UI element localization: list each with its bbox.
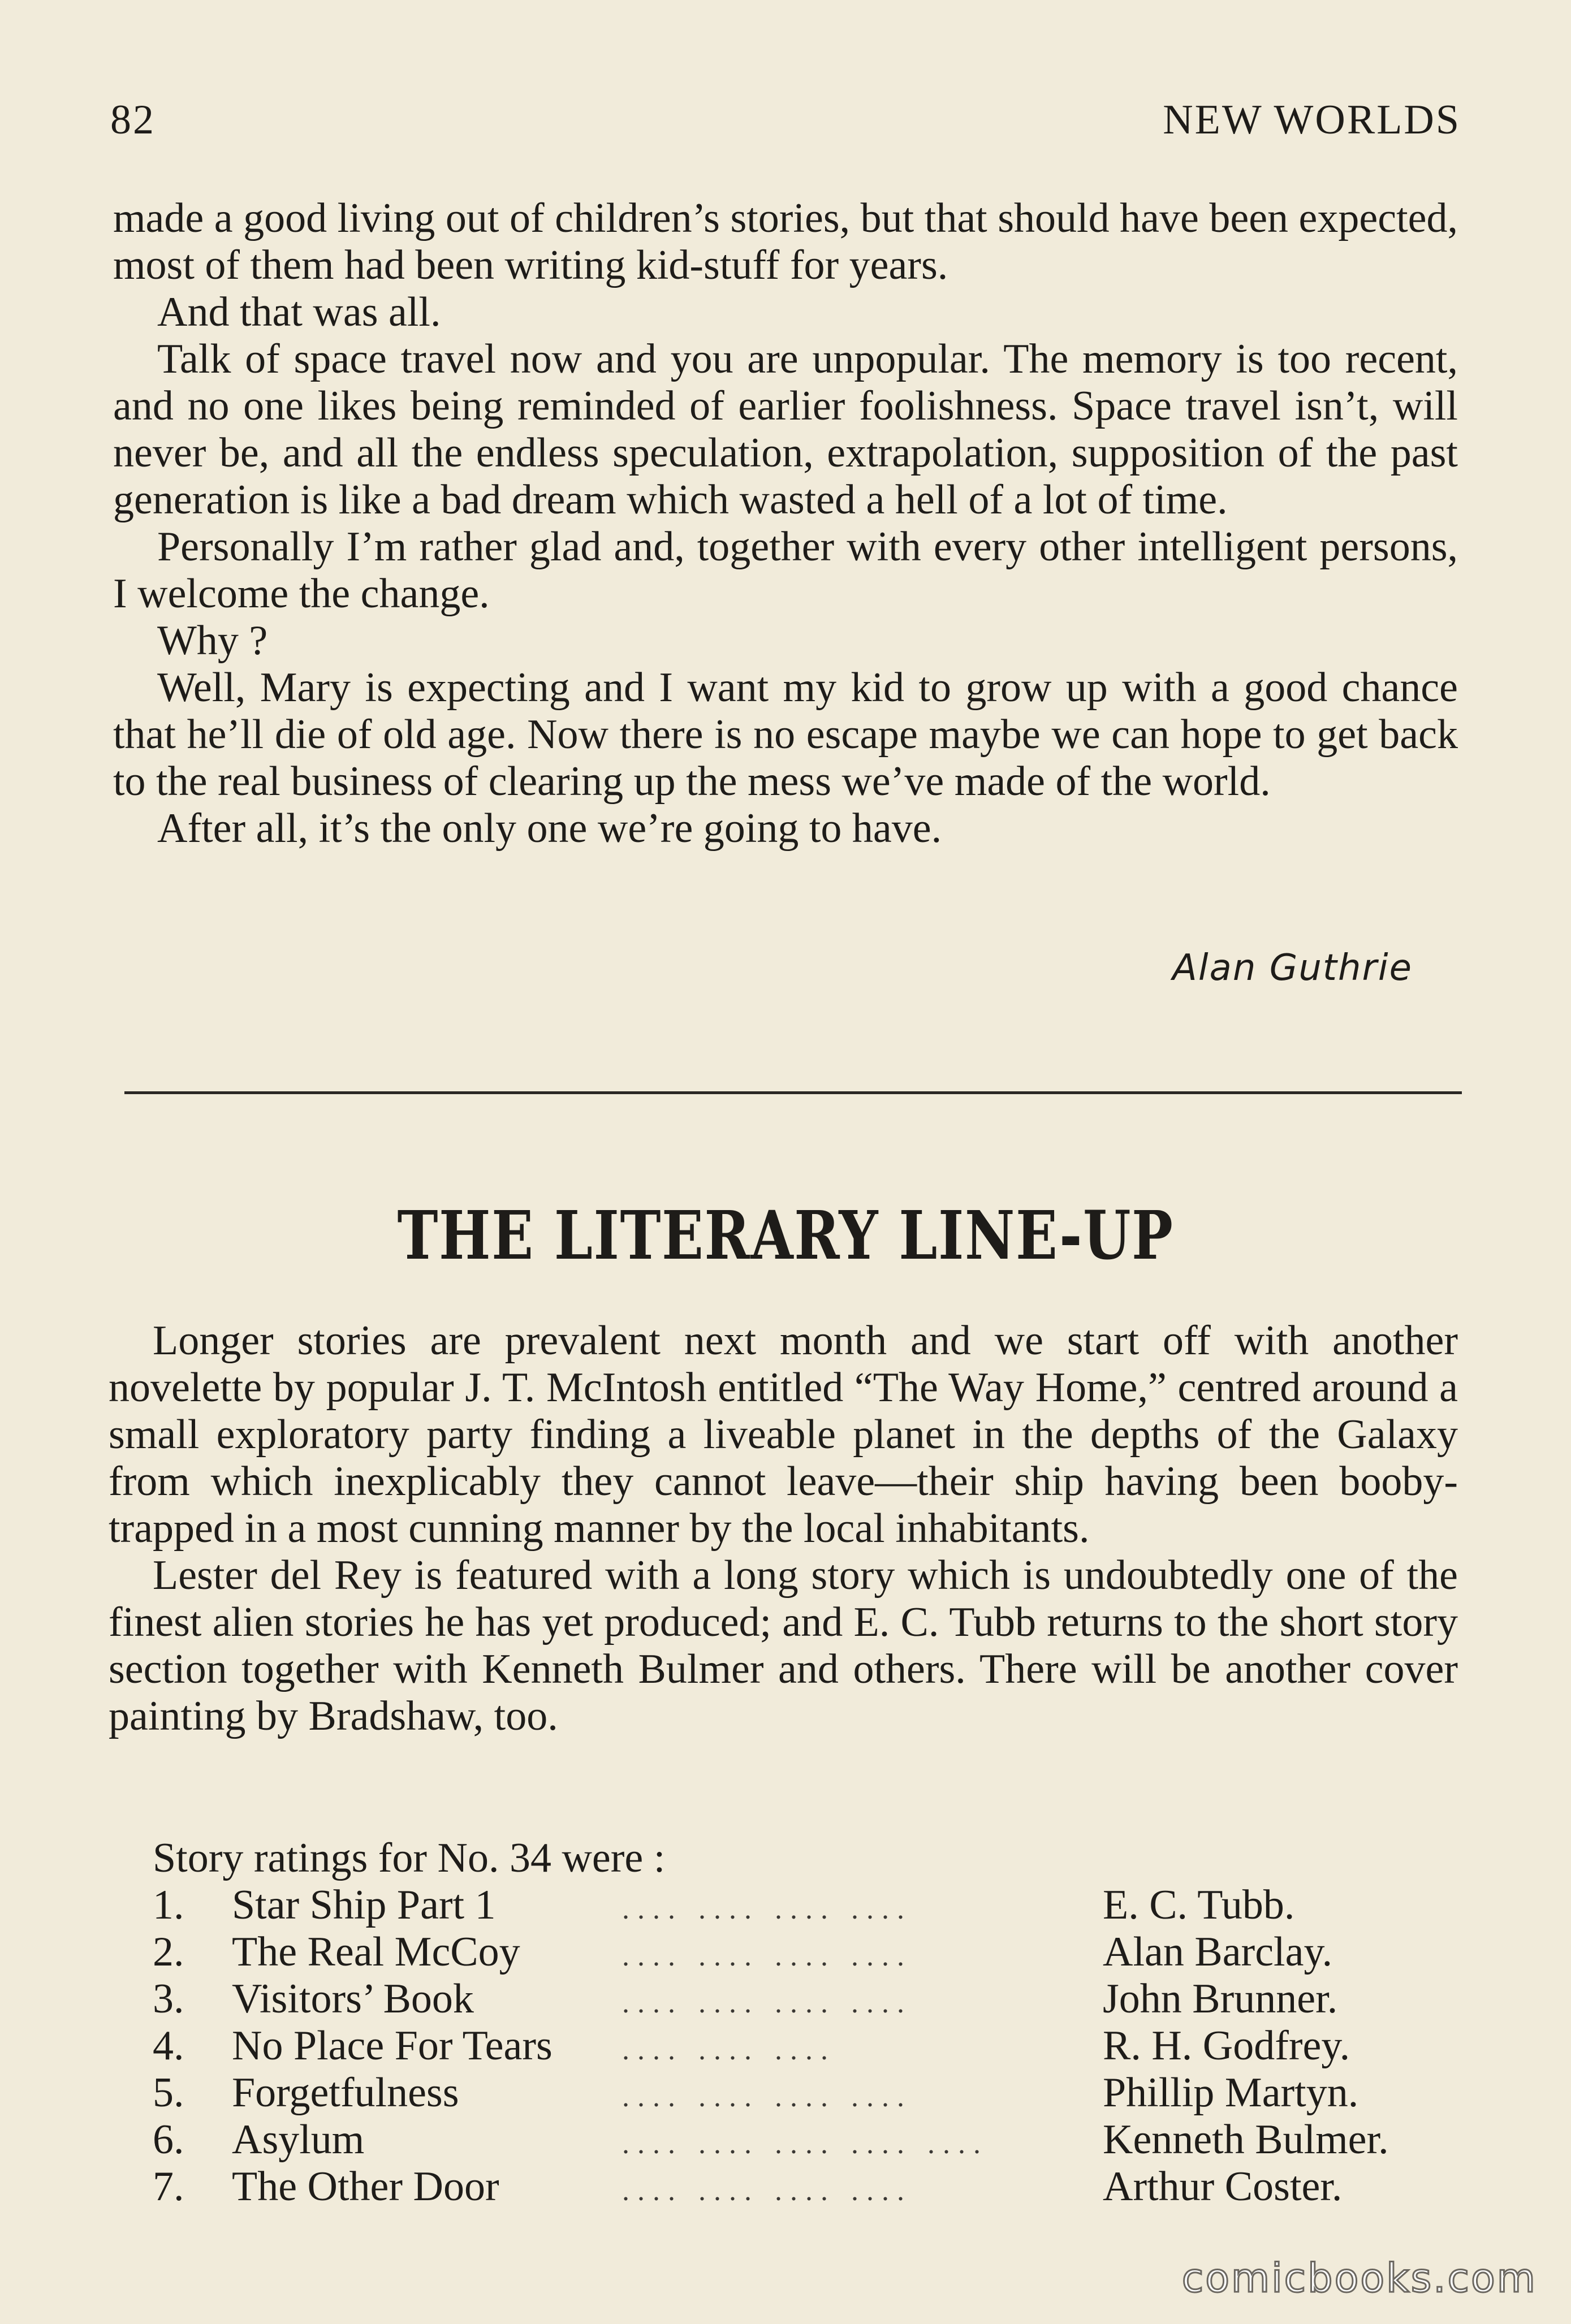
paragraph: Why ? xyxy=(157,617,268,664)
paragraph: Longer stories are prevalent next month and we start off with another novelette by popular J. T. McIntosh entitled “The Way Home,” centred around a small exploratory party finding a liveable planet in the depths of the Galaxy from which inexplicably they cannot leave—their ship having been booby-trapped in a most cunning manner by the local inhabitants. xyxy=(109,1317,1458,1552)
rating-title: The Real McCoy xyxy=(232,1929,520,1975)
rating-leader-dots: .... .... .... xyxy=(622,2034,836,2066)
rating-author: Phillip Martyn. xyxy=(1103,2070,1359,2116)
story-ratings xyxy=(153,1835,1487,2210)
paragraph: Lester del Rey is featured with a long story which is undoubtedly one of the finest alien stories he has yet produced; and E. C. Tubb returns to the short story section together with Kenneth Bulmer and others. There will be another cover painting by Bradshaw, too. xyxy=(109,1552,1458,1739)
rating-author: Arthur Coster. xyxy=(1103,2163,1343,2210)
rating-leader-dots: .... .... .... .... xyxy=(622,1940,912,1972)
rating-title: Star Ship Part 1 xyxy=(232,1882,496,1928)
rating-number: 7. xyxy=(153,2163,184,2210)
rating-leader-dots: .... .... .... .... xyxy=(622,2081,912,2113)
running-title: NEW WORLDS xyxy=(1163,97,1461,143)
rating-number: 5. xyxy=(153,2070,184,2116)
page-number: 82 xyxy=(110,97,156,143)
rating-author: Kenneth Bulmer. xyxy=(1103,2116,1389,2163)
rating-title: Forgetfulness xyxy=(232,2070,459,2116)
rating-leader-dots: .... .... .... .... xyxy=(622,2175,912,2207)
rating-number: 4. xyxy=(153,2023,184,2069)
rating-author: E. C. Tubb. xyxy=(1103,1882,1295,1928)
rating-title: Visitors’ Book xyxy=(232,1976,474,2022)
rating-number: 2. xyxy=(153,1929,184,1975)
rating-row xyxy=(153,2116,1487,2163)
paragraph: Well, Mary is expecting and I want my kid to grow up with a good chance that he’ll die of old age. Now there is no escape maybe we can hope to get back to the real business of clearing up the mess we’ve made of the world. xyxy=(113,664,1458,805)
rating-number: 1. xyxy=(153,1882,184,1928)
rating-title: No Place For Tears xyxy=(232,2023,553,2069)
rating-number: 6. xyxy=(153,2116,184,2163)
lineup-text xyxy=(109,1317,1458,1740)
rating-number: 3. xyxy=(153,1976,184,2022)
story-ending-text xyxy=(113,195,1458,852)
rating-leader-dots: .... .... .... .... xyxy=(622,1893,912,1925)
rating-author: John Brunner. xyxy=(1103,1976,1338,2022)
ratings-list xyxy=(153,1882,1487,2210)
rating-row xyxy=(153,2070,1487,2116)
rating-leader-dots: .... .... .... .... .... xyxy=(622,2128,989,2160)
paragraph: And that was all. xyxy=(157,289,441,335)
section-heading: THE LITERARY LINE-UP xyxy=(397,1196,1174,1275)
watermark: comicbooks.com xyxy=(1181,2255,1537,2301)
rating-title: The Other Door xyxy=(232,2163,499,2210)
rating-title: Asylum xyxy=(232,2116,365,2163)
rating-row xyxy=(153,1976,1487,2023)
rating-author: R. H. Godfrey. xyxy=(1103,2023,1350,2069)
author-signature: Alan Guthrie xyxy=(1172,947,1413,989)
paragraph: Talk of space travel now and you are unpopular. The memory is too recent, and no one likes being reminded of earlier foolishness. Space travel isn’t, will never be, and all the endless speculation, extrapolation, supposition of the past generation is like a bad dream which wasted a hell of a lot of time. xyxy=(113,336,1458,523)
paragraph: made a good living out of children’s stories, but that should have been expected, most of them had been writing kid-stuff for years. xyxy=(113,195,1458,288)
rating-row xyxy=(153,1882,1487,1929)
running-head xyxy=(110,96,1461,144)
section-divider xyxy=(124,1091,1462,1094)
ratings-intro: Story ratings for No. 34 were : xyxy=(153,1835,666,1881)
rating-author: Alan Barclay. xyxy=(1103,1929,1333,1975)
paragraph: After all, it’s the only one we’re going to have. xyxy=(157,805,942,852)
rating-leader-dots: .... .... .... .... xyxy=(622,1987,912,2019)
rating-row xyxy=(153,1929,1487,1976)
rating-row xyxy=(153,2023,1487,2070)
paragraph: Personally I’m rather glad and, together with every other intelligent persons, I welcome the change. xyxy=(113,524,1458,617)
rating-row xyxy=(153,2163,1487,2210)
